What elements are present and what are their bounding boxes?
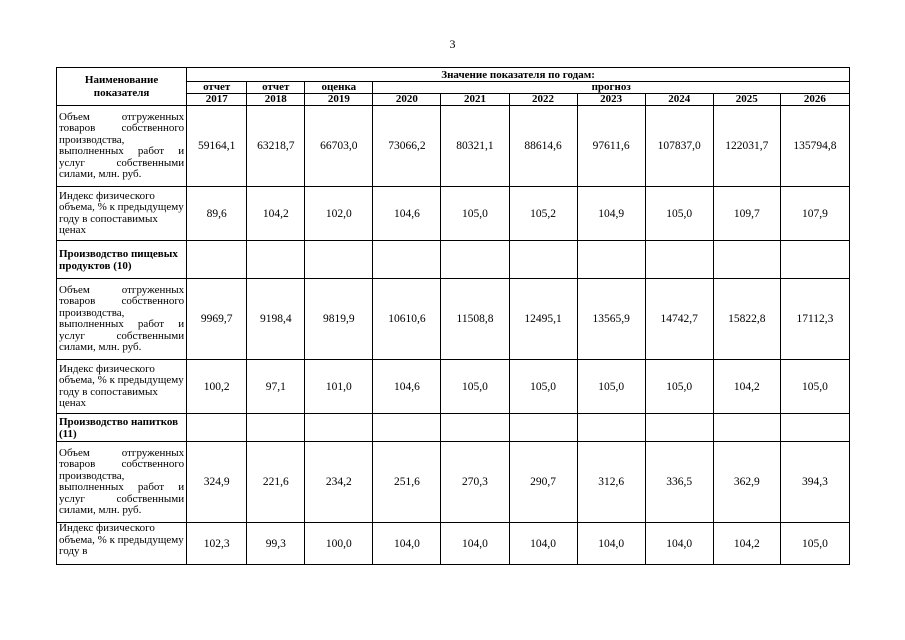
value-cell: 104,0 xyxy=(509,523,577,565)
value-cell: 63218,7 xyxy=(247,106,305,187)
year-header: 2019 xyxy=(305,94,373,106)
table-row xyxy=(57,106,850,187)
header-row-top xyxy=(57,68,850,82)
indicator-label: Объем отгруженных товаров собственного производства, выполненных работ и услуг собственными силами, млн. руб. xyxy=(57,442,187,523)
empty-cell xyxy=(187,414,247,442)
value-cell: 104,6 xyxy=(373,360,441,414)
year-header: 2021 xyxy=(441,94,509,106)
indicators-table xyxy=(56,67,850,565)
value-cell: 221,6 xyxy=(247,442,305,523)
value-cell: 394,3 xyxy=(780,442,849,523)
value-cell: 101,0 xyxy=(305,360,373,414)
value-cell: 324,9 xyxy=(187,442,247,523)
value-cell: 15822,8 xyxy=(713,279,780,360)
value-cell: 105,0 xyxy=(509,360,577,414)
value-cell: 99,3 xyxy=(247,523,305,565)
indicator-label: Объем отгруженных товаров собственного производства, выполненных работ и услуг собственными силами, млн. руб. xyxy=(57,106,187,187)
value-cell: 104,9 xyxy=(577,187,645,241)
value-cell: 104,2 xyxy=(713,523,780,565)
forecast-header: прогноз xyxy=(373,82,850,94)
value-cell: 312,6 xyxy=(577,442,645,523)
section-row xyxy=(57,414,850,442)
indicator-label: Объем отгруженных товаров собственного производства, выполненных работ и услуг собственными силами, млн. руб. xyxy=(57,279,187,360)
value-cell: 105,0 xyxy=(645,187,713,241)
value-cell: 135794,8 xyxy=(780,106,849,187)
value-cell: 102,3 xyxy=(187,523,247,565)
page-number: 3 xyxy=(449,37,456,51)
value-cell: 105,0 xyxy=(780,523,849,565)
value-cell: 97611,6 xyxy=(577,106,645,187)
empty-cell xyxy=(577,414,645,442)
value-cell: 73066,2 xyxy=(373,106,441,187)
year-header: 2025 xyxy=(713,94,780,106)
value-cell: 104,0 xyxy=(577,523,645,565)
table-row xyxy=(57,523,850,565)
empty-cell xyxy=(441,414,509,442)
empty-cell xyxy=(187,241,247,279)
value-cell: 104,0 xyxy=(645,523,713,565)
empty-cell xyxy=(509,414,577,442)
value-cell: 12495,1 xyxy=(509,279,577,360)
year-header: 2022 xyxy=(509,94,577,106)
value-cell: 17112,3 xyxy=(780,279,849,360)
empty-cell xyxy=(373,241,441,279)
value-cell: 66703,0 xyxy=(305,106,373,187)
column-type-header: оценка xyxy=(305,82,373,94)
value-cell: 104,6 xyxy=(373,187,441,241)
section-title: Производство пищевых продуктов (10) xyxy=(57,241,187,279)
value-cell: 105,0 xyxy=(577,360,645,414)
value-cell: 109,7 xyxy=(713,187,780,241)
value-cell: 9819,9 xyxy=(305,279,373,360)
value-cell: 11508,8 xyxy=(441,279,509,360)
value-cell: 104,0 xyxy=(373,523,441,565)
year-header: 2020 xyxy=(373,94,441,106)
value-cell: 362,9 xyxy=(713,442,780,523)
empty-cell xyxy=(247,414,305,442)
column-type-header: отчет xyxy=(187,82,247,94)
year-header: 2024 xyxy=(645,94,713,106)
column-group-header: Значение показателя по годам: xyxy=(187,68,850,82)
value-cell: 105,0 xyxy=(441,187,509,241)
column-header-name: Наименование показателя xyxy=(57,68,187,106)
indicator-label: Индекс физического объема, % к предыдущему году в сопоставимых ценах xyxy=(57,187,187,241)
empty-cell xyxy=(780,414,849,442)
value-cell: 105,0 xyxy=(645,360,713,414)
value-cell: 9969,7 xyxy=(187,279,247,360)
value-cell: 10610,6 xyxy=(373,279,441,360)
empty-cell xyxy=(713,414,780,442)
value-cell: 9198,4 xyxy=(247,279,305,360)
value-cell: 89,6 xyxy=(187,187,247,241)
empty-cell xyxy=(713,241,780,279)
year-header: 2026 xyxy=(780,94,849,106)
empty-cell xyxy=(780,241,849,279)
empty-cell xyxy=(373,414,441,442)
column-type-header: отчет xyxy=(247,82,305,94)
empty-cell xyxy=(441,241,509,279)
table-body xyxy=(57,106,850,565)
value-cell: 104,0 xyxy=(441,523,509,565)
empty-cell xyxy=(509,241,577,279)
value-cell: 100,0 xyxy=(305,523,373,565)
indicator-label: Индекс физического объема, % к предыдущему году в xyxy=(57,523,187,565)
value-cell: 80321,1 xyxy=(441,106,509,187)
value-cell: 88614,6 xyxy=(509,106,577,187)
value-cell: 104,2 xyxy=(247,187,305,241)
value-cell: 105,0 xyxy=(441,360,509,414)
section-title: Производство напитков (11) xyxy=(57,414,187,442)
empty-cell xyxy=(645,414,713,442)
value-cell: 270,3 xyxy=(441,442,509,523)
indicator-label: Индекс физического объема, % к предыдущему году в сопоставимых ценах xyxy=(57,360,187,414)
value-cell: 102,0 xyxy=(305,187,373,241)
value-cell: 105,2 xyxy=(509,187,577,241)
empty-cell xyxy=(645,241,713,279)
value-cell: 251,6 xyxy=(373,442,441,523)
value-cell: 14742,7 xyxy=(645,279,713,360)
value-cell: 100,2 xyxy=(187,360,247,414)
empty-cell xyxy=(577,241,645,279)
year-header: 2017 xyxy=(187,94,247,106)
value-cell: 107,9 xyxy=(780,187,849,241)
value-cell: 336,5 xyxy=(645,442,713,523)
year-header: 2018 xyxy=(247,94,305,106)
value-cell: 107837,0 xyxy=(645,106,713,187)
empty-cell xyxy=(305,414,373,442)
value-cell: 122031,7 xyxy=(713,106,780,187)
value-cell: 290,7 xyxy=(509,442,577,523)
value-cell: 104,2 xyxy=(713,360,780,414)
table-row xyxy=(57,442,850,523)
value-cell: 234,2 xyxy=(305,442,373,523)
value-cell: 97,1 xyxy=(247,360,305,414)
table-row xyxy=(57,279,850,360)
value-cell: 13565,9 xyxy=(577,279,645,360)
value-cell: 105,0 xyxy=(780,360,849,414)
value-cell: 59164,1 xyxy=(187,106,247,187)
section-row xyxy=(57,241,850,279)
year-header: 2023 xyxy=(577,94,645,106)
table-row xyxy=(57,187,850,241)
empty-cell xyxy=(247,241,305,279)
empty-cell xyxy=(305,241,373,279)
table-row xyxy=(57,360,850,414)
